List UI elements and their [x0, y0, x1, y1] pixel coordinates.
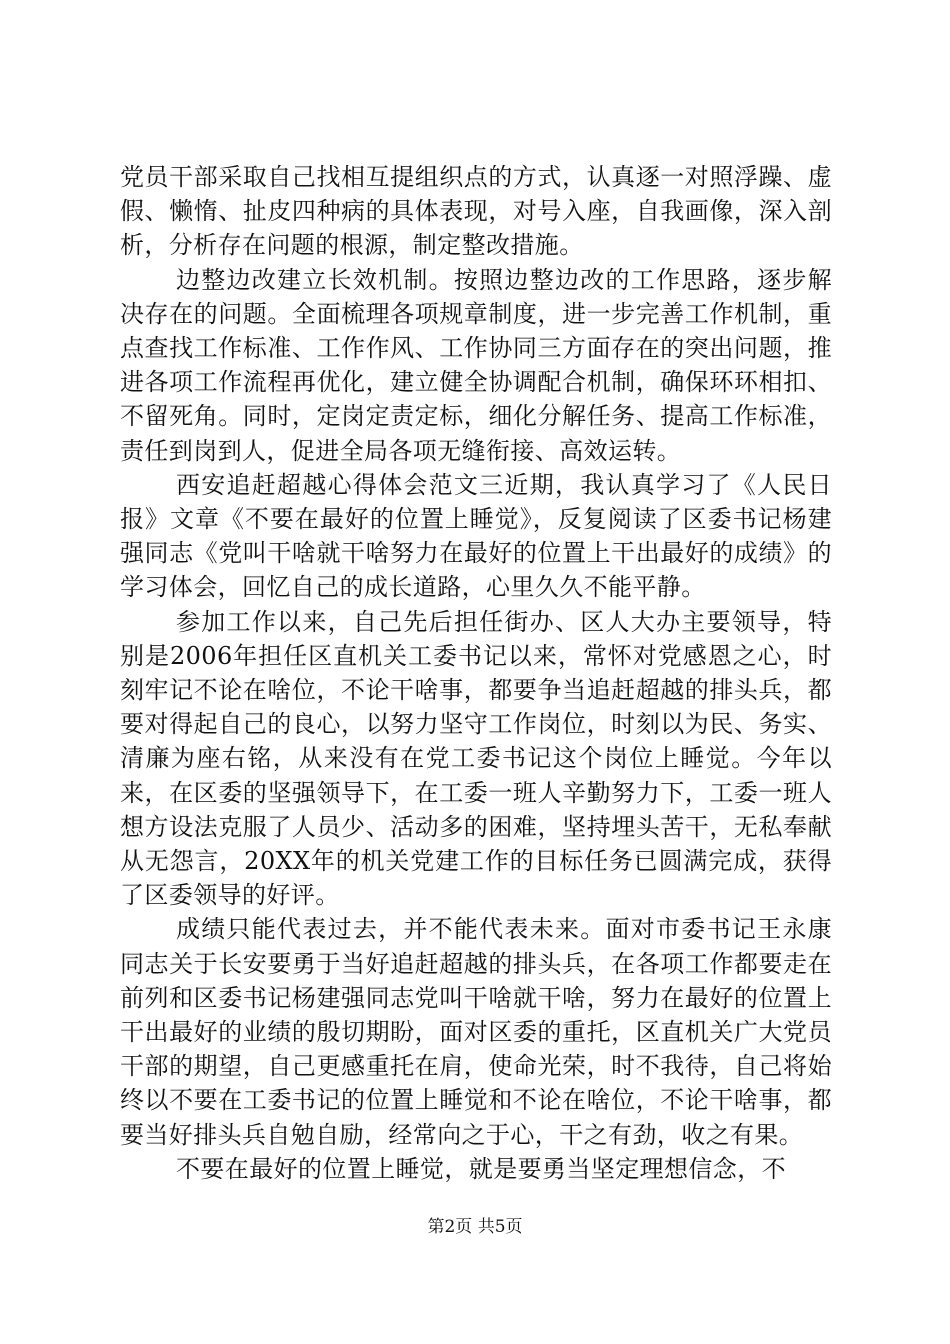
paragraph-1: 党员干部采取自己找相互提组织点的方式，认真逐一对照浮躁、虚假、懒惰、扯皮四种病的具体表现，对号入座，自我画像，深入剖析，分析存在问题的根源，制定整改措施。 — [120, 163, 832, 260]
paragraph-6: 不要在最好的位置上睡觉，就是要勇当坚定理想信念，不 — [176, 1154, 786, 1183]
paragraph-3: 西安追赶超越心得体会范文三近期，我认真学习了《人民日报》文章《不要在最好的位置上睡觉》，反复阅读了区委书记杨建强同志《党叫干啥就干啥努力在最好的位置上干出最好的成绩》的学习体会，回忆自己的成长道路，心里久久不能平静。 — [120, 470, 832, 602]
paragraph-2: 边整边改建立长效机制。按照边整边改的工作思路，逐步解决存在的问题。全面梳理各项规章制度，进一步完善工作机制，重点查找工作标准、工作作风、工作协同三方面存在的突出问题，推进各项工作流程再优化，建立健全协调配合机制，确保环环相扣、不留死角。同时，定岗定责定标，细化分解任务、提高工作标准，责任到岗到人，促进全局各项无缝衔接、高效运转。 — [120, 265, 832, 465]
paragraph-5: 成绩只能代表过去，并不能代表未来。面对市委书记王永康同志关于长安要勇于当好追赶超越的排头兵，在各项工作都要走在前列和区委书记杨建强同志党叫干啥就干啥，努力在最好的位置上干出最好的业绩的殷切期盼，面对区委的重托，区直机关广大党员干部的期望，自己更感重托在肩，使命光荣，时不我待，自己将始终以不要在工委书记的位置上睡觉和不论在啥位，不论干啥事，都要当好排头兵自勉自励，经常向之于心，干之有劲，收之有果。 — [120, 915, 832, 1149]
paragraph-4: 参加工作以来，自己先后担任街办、区人大办主要领导，特别是2006年担任区直机关工委书记以来，常怀对党感恩之心，时刻牢记不论在啥位，不论干啥事，都要争当追赶超越的排头兵，都要对得起自己的良心，以努力坚守工作岗位，时刻以为民、务实、清廉为座右铭，从来没有在党工委书记这个岗位上睡觉。今年以来，在区委的坚强领导下，在工委一班人辛勤努力下，工委一班人想方设法克服了人员少、活动多的困难，坚持埋头苦干，无私奉献从无怨言，20XX年的机关党建工作的目标任务已圆满完成，获得了区委领导的好评。 — [120, 607, 832, 910]
page-number-footer: 第2页 共5页 — [427, 1217, 523, 1237]
document-body — [120, 160, 832, 1186]
